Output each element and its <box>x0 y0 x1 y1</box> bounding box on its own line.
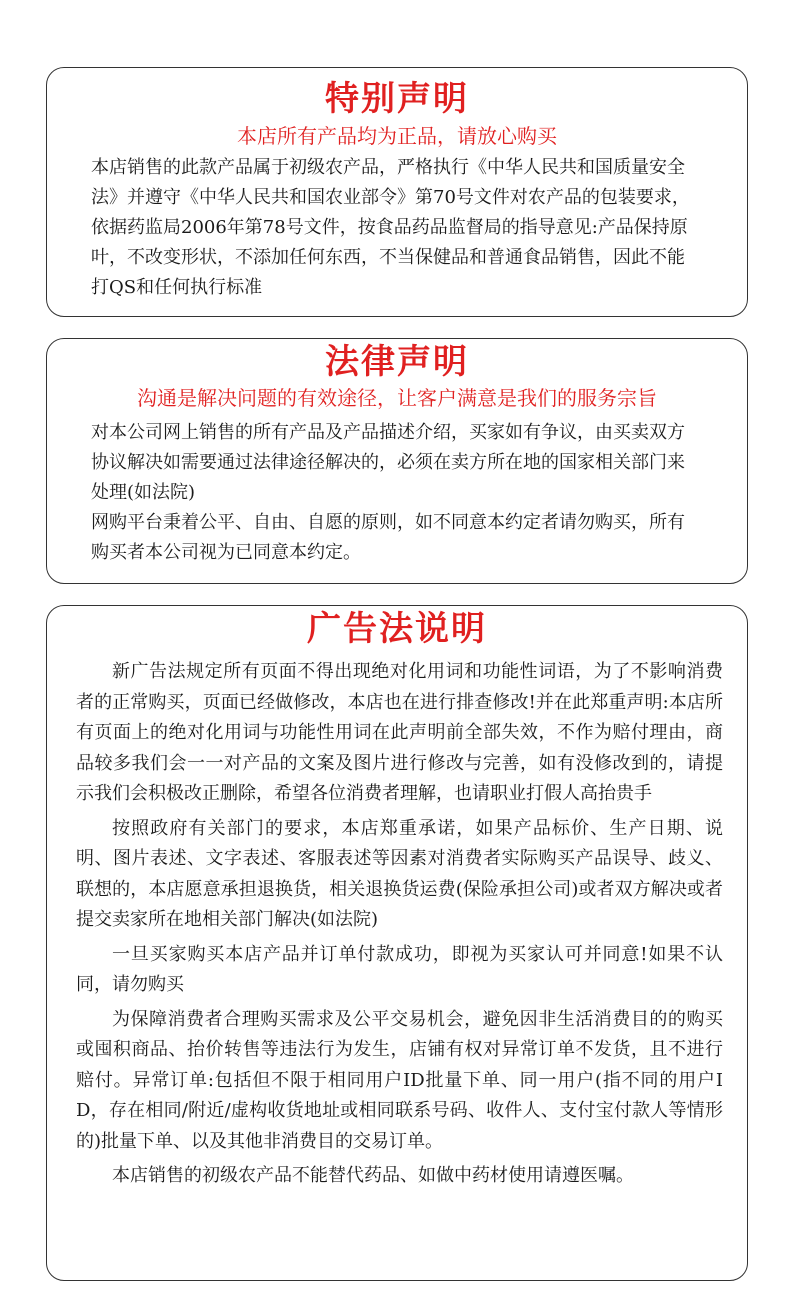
advertising-law-paragraph: 一旦买家购买本店产品并订单付款成功，即视为买家认可并同意!如果不认同，请勿购买 <box>76 943 723 995</box>
special-statement-subtitle: 本店所有产品均为正品，请放心购买 <box>237 124 557 148</box>
legal-statement-panel <box>46 338 748 584</box>
advertising-law-paragraph: 为保障消费者合理购买需求及公平交易机会，避免因非生活消费目的的购买或囤积商品、抬价转售等违法行为发生，店铺有权对异常订单不发货，且不进行赔付。异常订单:包括但不限于相同用户ID批量下单、同一用户(指不同的用户ID，存在相同/附近/虚构收货地址或相同联系号码、收件人、支付宝付款人等情形的)批量下单、以及其他非消费目的交易订单。 <box>76 1008 723 1152</box>
advertising-law-paragraph: 新广告法规定所有页面不得出现绝对化用词和功能性词语，为了不影响消费者的正常购买，页面已经做修改，本店也在进行排查修改!并在此郑重声明:本店所有页面上的绝对化用词与功能性用词在此声明前全部失效，不作为赔付理由，商品较多我们会一一对产品的文案及图片进行修改与完善，如有没修改到的，请提示我们会积极改正删除，希望各位消费者理解，也请职业打假人高抬贵手 <box>76 661 723 804</box>
advertising-law-paragraph: 本店销售的初级农产品不能替代药品、如做中药材使用请遵医嘱。 <box>112 1165 634 1186</box>
advertising-law-body <box>47 657 747 1192</box>
advertising-law-panel <box>46 605 748 1281</box>
legal-statement-paragraph: 对本公司网上销售的所有产品及产品描述介绍，买家如有争议，由买卖双方协议解决如需要通过法律途径解决的，必须在卖方所在地的国家相关部门来处理(如法院) <box>91 422 685 503</box>
special-statement-panel <box>46 67 748 317</box>
advertising-law-paragraph: 按照政府有关部门的要求，本店郑重承诺，如果产品标价、生产日期、说明、图片表述、文字表述、客服表述等因素对消费者实际购买产品误导、歧义、联想的，本店愿意承担退换货，相关退换货运费(保险承担公司)或者双方解决或者提交卖家所在地相关部门解决(如法院) <box>76 817 723 930</box>
advertising-law-title: 广告法说明 <box>307 609 487 649</box>
legal-statement-paragraph: 网购平台秉着公平、自由、自愿的原则，如不同意本约定者请勿购买，所有购买者本公司视为已同意本约定。 <box>91 512 685 563</box>
legal-statement-title: 法律声明 <box>325 342 469 382</box>
legal-statement-subtitle: 沟通是解决问题的有效途径，让客户满意是我们的服务宗旨 <box>137 386 657 410</box>
special-statement-body: 本店销售的此款产品属于初级农产品，严格执行《中华人民共和国质量安全法》并遵守《中华人民共和国农业部令》第70号文件对农产品的包装要求，依据药监局2006年第78号文件，按食品药品监督局的指导意见:产品保持原叶，不改变形状，不添加任何东西，不当保健品和普通食品销售，因此不能打QS和任何执行标准 <box>91 157 690 298</box>
special-statement-title: 特别声明 <box>325 79 469 119</box>
legal-statement-body <box>47 418 747 568</box>
